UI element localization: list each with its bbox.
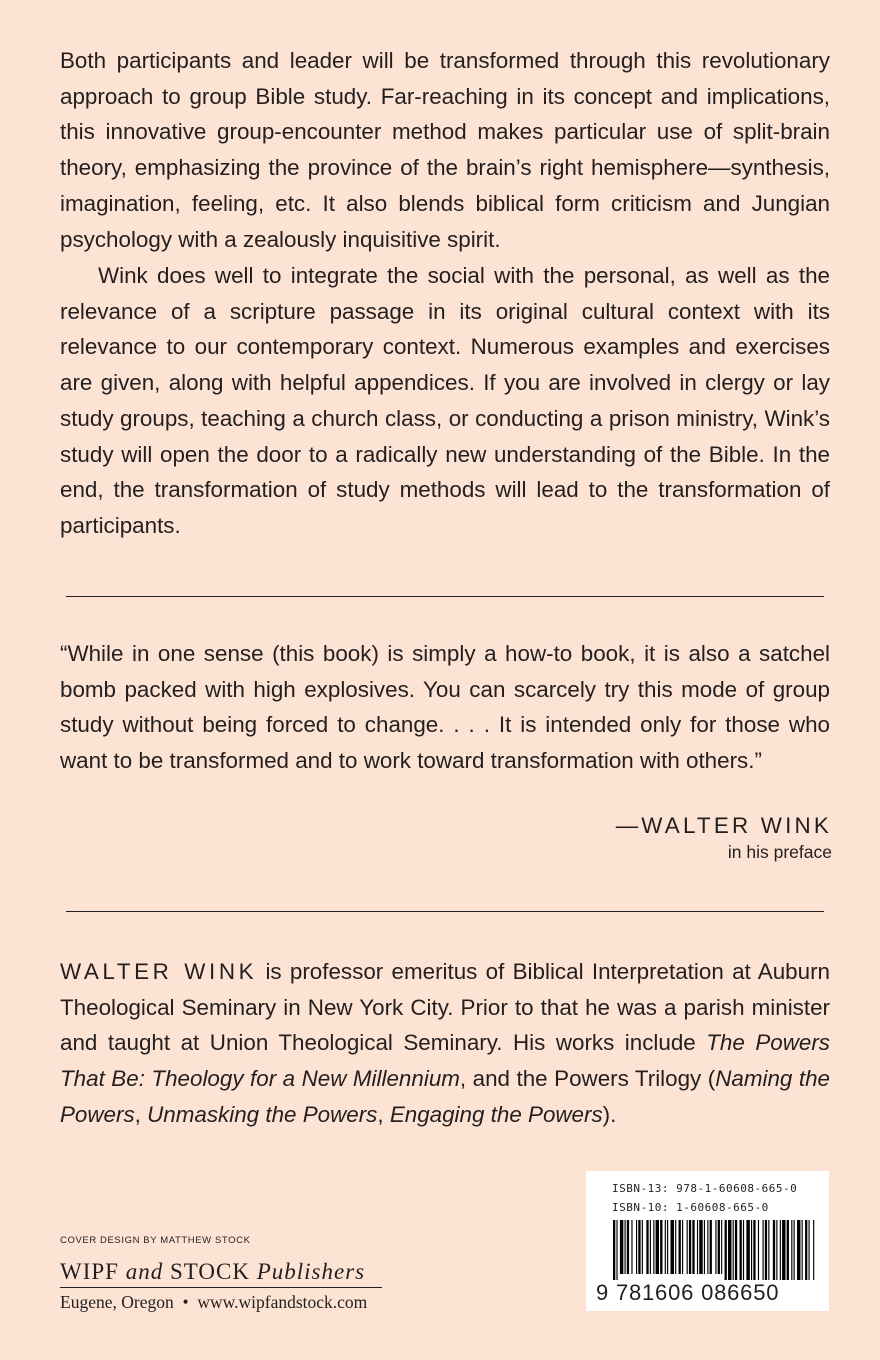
cover-design-credit: COVER DESIGN BY MATTHEW STOCK xyxy=(60,1235,251,1246)
barcode-bar xyxy=(780,1220,781,1280)
barcode-bar xyxy=(787,1220,789,1280)
barcode-bar xyxy=(802,1220,803,1280)
barcode-bar xyxy=(646,1220,648,1274)
author-bio xyxy=(60,954,830,1133)
quote-attribution xyxy=(616,812,832,864)
barcode-bar xyxy=(710,1220,712,1274)
barcode-bar xyxy=(763,1220,764,1280)
publisher-logo xyxy=(60,1258,382,1313)
barcode-bar xyxy=(735,1220,737,1280)
description-paragraph-2-text: Wink does well to integrate the social with the personal, as well as the relevance of a scripture passage in its original cultural context with its relevance to our contemporary context. Numerous examples and exercises are given, along with helpful appendices. If you are involved in clergy or lay study groups, teaching a church class, or conducting a prison ministry, Wink’s study will open the door to a radically new understanding of the Bible. In the end, the transformation of study methods will lead to the transformation of participants. xyxy=(60,263,830,538)
barcode-bar xyxy=(625,1220,626,1274)
barcode-bar xyxy=(682,1220,683,1274)
barcode-bar xyxy=(642,1220,643,1274)
description-paragraph-1: Both participants and leader will be transformed through this revolutionary approach to group Bible study. Far-reaching in its concept and implications, this innovative group-encounter method makes particular use of split-brain theory, emphasizing the province of the brain’s right hemisphere—synthesis, imagination, feeling, etc. It also blends biblical form criticism and Jungian psychology with a zealously inquisitive spirit. xyxy=(60,48,830,252)
barcode-bar xyxy=(776,1220,777,1280)
publisher-name xyxy=(60,1258,382,1286)
barcode-bar xyxy=(660,1220,662,1274)
barcode-bar xyxy=(613,1220,615,1280)
barcode-bar xyxy=(671,1220,674,1274)
barcode-bar xyxy=(765,1220,767,1280)
barcode-bar xyxy=(631,1220,632,1274)
barcode-bar xyxy=(707,1220,708,1274)
bio-text-3: ). xyxy=(602,1101,617,1127)
book-title-3: Unmasking the Powers xyxy=(147,1101,378,1127)
isbn-13: ISBN-13: 978-1-60608-665-0 xyxy=(612,1182,798,1195)
bio-text-2: , and the Powers Trilogy ( xyxy=(459,1066,716,1092)
barcode-bar xyxy=(697,1220,698,1274)
barcode-bar xyxy=(692,1220,694,1274)
barcode-bar xyxy=(725,1220,727,1280)
barcode-bar xyxy=(650,1220,651,1274)
publisher-rule xyxy=(60,1287,382,1288)
isbn-barcode xyxy=(586,1171,829,1311)
publisher-name-wipf: WIPF xyxy=(60,1259,126,1284)
publisher-name-publishers: Publishers xyxy=(256,1259,366,1284)
barcode-bar xyxy=(758,1220,759,1280)
description-paragraph-2 xyxy=(60,258,830,544)
barcode-bar xyxy=(627,1220,629,1274)
barcode-bar xyxy=(687,1220,688,1274)
barcode-bar xyxy=(813,1220,814,1280)
bio-separator-1: , xyxy=(134,1101,148,1127)
barcode-bar xyxy=(656,1220,659,1274)
attribution-note: in his preface xyxy=(727,842,832,862)
author-name: WALTER WINK xyxy=(60,959,258,984)
attribution-name: —WALTER WINK xyxy=(615,813,832,838)
barcode-bar xyxy=(715,1220,716,1274)
barcode-bar xyxy=(751,1220,752,1280)
barcode-bar xyxy=(638,1220,640,1274)
barcode-bar xyxy=(753,1220,755,1280)
barcode-bar xyxy=(809,1220,810,1280)
barcode-bar xyxy=(740,1220,742,1280)
barcode-bar xyxy=(805,1220,807,1280)
barcode-bar xyxy=(679,1220,681,1274)
publisher-name-and: and xyxy=(125,1259,164,1284)
barcode-bar xyxy=(675,1220,676,1274)
barcode-bar xyxy=(653,1220,654,1274)
book-title-1: The Powers That Be: Theology for a New Millennium xyxy=(60,1030,830,1092)
isbn-10: ISBN-10: 1-60608-665-0 xyxy=(612,1201,769,1214)
barcode-bar xyxy=(704,1220,705,1274)
divider-rule-2 xyxy=(66,911,824,912)
barcode-bar xyxy=(728,1220,731,1280)
barcode-bar xyxy=(718,1220,720,1274)
barcode-bar xyxy=(620,1220,623,1274)
barcode-bar xyxy=(782,1220,785,1280)
barcode-bar xyxy=(746,1220,749,1280)
book-title-4: Engaging the Powers xyxy=(389,1101,603,1127)
divider-rule-1 xyxy=(66,596,824,597)
bio-text-1: is professor emeritus of Biblical Interpretation at Auburn Theological Seminary in New York City. Prior to that he was a parish minister and taught at Union Theological Seminary. His works include xyxy=(60,959,830,1056)
barcode-bar xyxy=(733,1220,734,1280)
barcode-bar xyxy=(665,1220,666,1274)
preface-quote: “While in one sense (this book) is simply a how-to book, it is also a satchel bomb packed with high explosives. You can scarcely try this mode of group study without being forced to change. . . . It is intended only for those who want to be transformed and to work toward transformation with others.” xyxy=(60,641,830,774)
barcode-digits: 9 781606 086650 xyxy=(596,1280,780,1305)
barcode-bar xyxy=(636,1220,637,1274)
barcode-bar xyxy=(699,1220,702,1274)
barcode-bar xyxy=(773,1220,775,1280)
barcode-bar xyxy=(667,1220,668,1274)
barcode-bar xyxy=(768,1220,769,1280)
barcode-bar xyxy=(794,1220,795,1280)
barcode-bar xyxy=(616,1220,617,1280)
barcode-bar xyxy=(721,1220,722,1274)
book-title-2: Naming the Powers xyxy=(60,1066,830,1127)
barcode-bar xyxy=(743,1220,744,1280)
bio-separator-2: , xyxy=(377,1101,390,1127)
publisher-name-stock: STOCK xyxy=(163,1259,257,1284)
barcode-bar xyxy=(689,1220,691,1274)
publisher-location: Eugene, Oregon • www.wipfandstock.com xyxy=(60,1292,368,1312)
barcode-bar xyxy=(797,1220,800,1280)
barcode-bar xyxy=(791,1220,792,1280)
